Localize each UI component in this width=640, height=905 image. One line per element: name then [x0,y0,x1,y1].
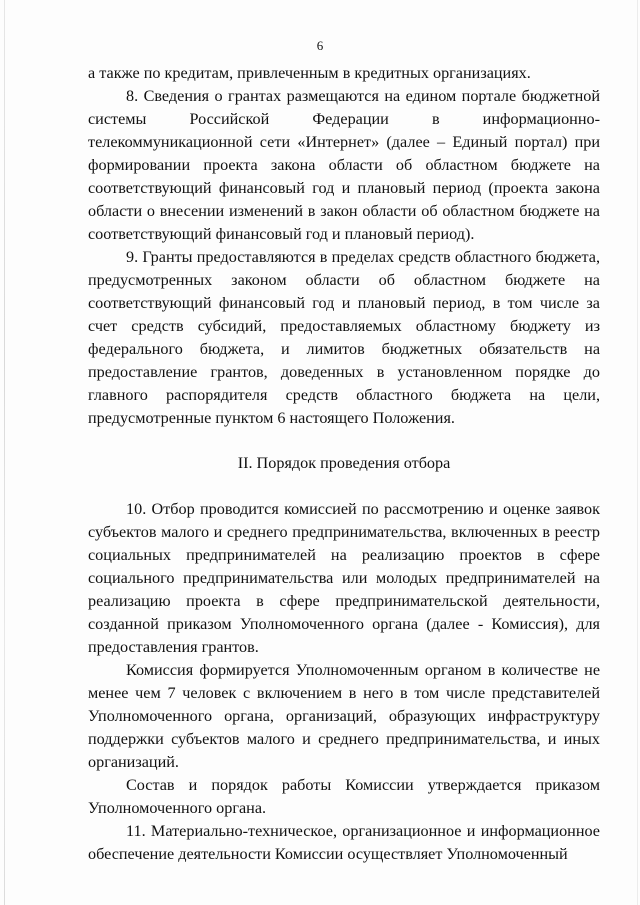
paragraph-item-9: 9. Гранты предоставляются в пределах средств областного бюджета, предусмотренных законом области об областном бюджете на соответствующий финансовый год и плановый период, в том числе за счет средств субсидий, предоставляемых областному бюджету из федерального бюджета, и лимитов бюджетных обязательств на предоставление грантов, доведенных в установленном порядке до главного распорядителя средств областного бюджета на цели, предусмотренные пунктом 6 настоящего Положения. [88,248,600,427]
scan-edge-left [4,0,5,905]
paragraph-commission-composition: Комиссия формируется Уполномоченным органом в количестве не менее чем 7 человек с включением в него в том числе представителей Уполномоченного органа, организаций, образующих инфраструктуру поддержки субъектов малого и среднего предпринимательства, и иных организаций. [88,661,600,771]
paragraph-item-8: 8. Сведения о грантах размещаются на едином портале бюджетной системы Российской Федерации в информационно-телекоммуникационной сети «Интернет» (далее – Единый портал) при формировании проекта закона области об областном бюджете на соответствующий финансовый год и плановый период (проекта закона области о внесении изменений в закон области об областном бюджете на соответствующий финансовый год и плановый период). [88,87,600,243]
document-body [88,62,600,866]
section-heading: II. Порядок проведения отбора [237,454,451,472]
paragraph-continuation: а также по кредитам, привлеченным в кредитных организациях. [88,64,531,82]
paragraph-commission-procedure: Состав и порядок работы Комиссии утверждается приказом Уполномоченного органа. [88,776,600,817]
paragraph-item-11: 11. Материально-техническое, организационное и информационное обеспечение деятельности Комиссии осуществляет Уполномоченный [88,822,600,863]
scan-edge-right [637,0,638,905]
page-number: 6 [316,38,324,53]
paragraph-item-10: 10. Отбор проводится комиссией по рассмотрению и оценке заявок субъектов малого и среднего предпринимательства, включенных в реестр социальных предпринимателей на реализацию проектов в сфере социального предпринимательства или молодых предпринимателей на реализацию проекта в сфере предпринимательской деятельности, созданной приказом Уполномоченного органа (далее - Комиссия), для предоставления грантов. [88,500,600,656]
